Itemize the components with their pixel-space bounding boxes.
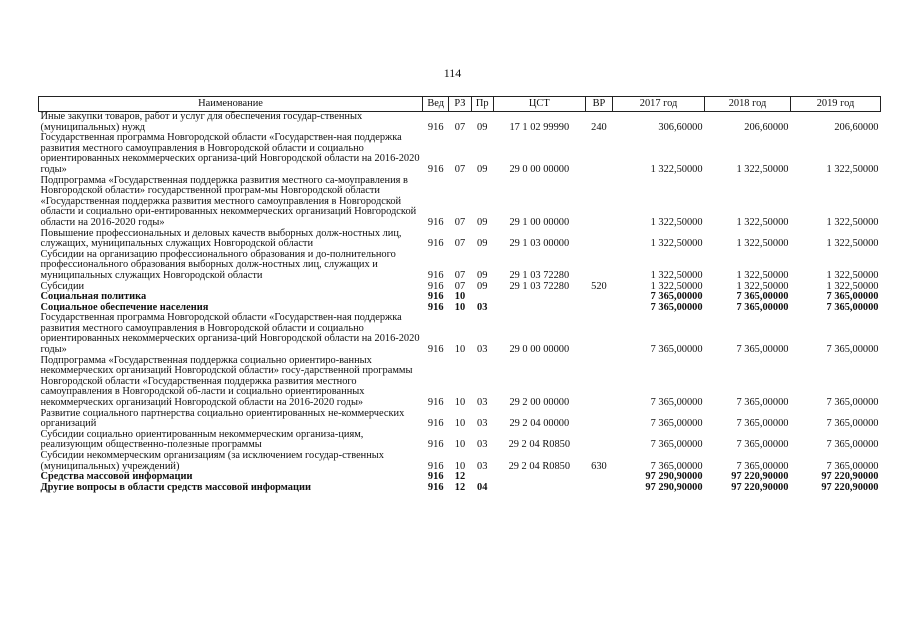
header-ved: Вед [423, 97, 449, 112]
cell-name: Повышение профессиональных и деловых качеств выборных долж-ностных лиц, служащих, муниципальных служащих Новгородской области [40, 227, 402, 250]
cell-pr: 09 [477, 121, 488, 133]
cell-vr: 630 [591, 460, 607, 472]
page-number: 114 [443, 66, 462, 80]
table-row [39, 229, 881, 250]
cell-ved: 916 [427, 439, 444, 451]
cell-rz: 10 [454, 301, 466, 313]
table-row [39, 313, 881, 355]
header-rz: РЗ [449, 97, 471, 112]
cell-2018: 1 322,50000 [736, 216, 789, 228]
cell-2018: 7 365,00000 [736, 439, 789, 451]
cell-cst: 29 1 03 72280 [509, 269, 570, 281]
cell-2017: 7 365,00000 [650, 460, 703, 472]
cell-2018: 206,60000 [744, 121, 789, 133]
cell-vr [585, 303, 612, 314]
cell-2017: 7 365,00000 [650, 344, 703, 356]
cell-pr: 09 [477, 269, 488, 281]
header-2019: 2019 год [790, 97, 880, 112]
cell-name: Социальное обеспечение населения [40, 301, 209, 313]
header-2018: 2018 год [705, 97, 791, 112]
cell-cst: 29 1 00 00000 [509, 216, 570, 228]
cell-2017: 97 290,90000 [645, 471, 703, 483]
cell-pr: 03 [477, 301, 488, 313]
cell-cst: 29 1 03 72280 [509, 280, 570, 292]
cell-cst: 17 1 02 99990 [509, 121, 570, 133]
cell-ved: 916 [427, 280, 444, 292]
cell-2017: 7 365,00000 [650, 439, 703, 451]
cell-2018: 1 322,50000 [736, 269, 789, 281]
cell-pr: 09 [477, 280, 488, 292]
cell-2017: 1 322,50000 [650, 216, 703, 228]
cell-ved: 916 [427, 301, 444, 313]
cell-name: Субсидии [40, 280, 85, 292]
cell-2017: 1 322,50000 [650, 269, 703, 281]
cell-2018: 1 322,50000 [736, 163, 789, 175]
cell-name: Субсидии на организацию профессионального образования и до-полнительного профессионального образования выборных долж-ностных лиц, служащих и муниципальных служащих Новгородской области [40, 248, 396, 281]
header-2017: 2017 год [613, 97, 705, 112]
cell-ved: 916 [427, 238, 444, 250]
cell-2017: 97 290,90000 [645, 481, 703, 493]
cell-vr [585, 356, 612, 409]
cell-2019: 1 322,50000 [826, 238, 879, 250]
cell-ved: 916 [427, 460, 444, 472]
cell-name: Подпрограмма «Государственная поддержка социально ориентиро-ванных некоммерческих организаций Новгородской области» госу-дарственной программы Новгородской области «Государственная поддержка развития местного самоуправления в Новгородской об-ласти и социально ориентированных некоммерческих организаций Новгородской области на 2016-2020 годы» [40, 354, 413, 409]
header-cst: ЦСТ [493, 97, 585, 112]
cell-cst: 29 2 00 00000 [509, 397, 570, 409]
header-pr: Пр [471, 97, 493, 112]
cell-name: Средства массовой информации [40, 471, 193, 483]
cell-2017: 7 365,00000 [650, 291, 703, 303]
table-body [39, 112, 881, 494]
cell-cst [493, 472, 585, 483]
cell-2019: 7 365,00000 [826, 460, 879, 472]
table-header-row [39, 97, 881, 112]
cell-2017: 306,60000 [658, 121, 703, 133]
cell-2019: 7 365,00000 [826, 397, 879, 409]
cell-vr [585, 176, 612, 229]
cell-pr: 03 [477, 344, 488, 356]
cell-2019: 1 322,50000 [826, 280, 879, 292]
cell-ved: 916 [427, 418, 444, 430]
cell-2018: 1 322,50000 [736, 280, 789, 292]
cell-pr: 04 [477, 481, 488, 493]
cell-2018: 7 365,00000 [736, 460, 789, 472]
cell-name: Подпрограмма «Государственная поддержка развития местного са-моуправления в Новгородской области» государственной програм-мы Новгородской области «Государственная поддержка развития местного самоуправления в Новгородской области и социально ори-ентированных некоммерческих организаций Новгородской области на 2016-2020 годы» [40, 174, 417, 228]
cell-vr [585, 133, 612, 175]
header-name: Наименование [39, 97, 423, 112]
cell-2019: 7 365,00000 [826, 291, 879, 303]
cell-2019: 206,60000 [834, 121, 879, 133]
cell-2017: 1 322,50000 [650, 280, 703, 292]
cell-2018: 1 322,50000 [736, 238, 789, 250]
cell-rz: 10 [454, 418, 466, 430]
cell-ved: 916 [427, 291, 444, 303]
cell-2019: 1 322,50000 [826, 163, 879, 175]
table-row [39, 176, 881, 229]
cell-rz: 07 [454, 269, 466, 281]
cell-pr: 03 [477, 418, 488, 430]
cell-cst: 29 0 00 00000 [509, 344, 570, 356]
cell-ved: 916 [427, 163, 444, 175]
cell-cst [493, 303, 585, 314]
cell-cst [493, 483, 585, 494]
cell-vr [585, 430, 612, 451]
cell-rz: 10 [454, 344, 466, 356]
cell-cst: 29 0 00 00000 [509, 163, 570, 175]
cell-2017: 7 365,00000 [650, 301, 703, 313]
cell-name: Развитие социального партнерства социально ориентированных не-коммерческих организаций [40, 407, 405, 430]
table-row [39, 356, 881, 409]
cell-ved: 916 [427, 481, 444, 493]
cell-rz: 07 [454, 121, 466, 133]
cell-2019: 7 365,00000 [826, 301, 879, 313]
cell-rz: 07 [454, 216, 466, 228]
cell-pr: 09 [477, 216, 488, 228]
cell-2019: 97 220,90000 [821, 481, 879, 493]
table-row [39, 133, 881, 175]
cell-rz: 07 [454, 280, 466, 292]
cell-name: Иные закупки товаров, работ и услуг для обеспечения государ-ственных (муниципальных) нужд [40, 111, 363, 133]
table-row [39, 430, 881, 451]
cell-2018: 7 365,00000 [736, 418, 789, 430]
cell-name: Другие вопросы в области средств массовой информации [40, 481, 311, 493]
cell-pr: 03 [477, 460, 488, 472]
cell-rz: 07 [454, 163, 466, 175]
table-row [39, 112, 881, 134]
cell-name: Социальная политика [40, 291, 147, 303]
cell-ved: 916 [427, 471, 444, 483]
cell-2017: 1 322,50000 [650, 238, 703, 250]
cell-2019: 7 365,00000 [826, 344, 879, 356]
cell-rz: 10 [454, 439, 466, 451]
cell-rz: 10 [454, 397, 466, 409]
cell-vr [585, 483, 612, 494]
cell-2017: 7 365,00000 [650, 418, 703, 430]
cell-vr [585, 229, 612, 250]
cell-vr: 240 [591, 121, 607, 133]
cell-pr: 09 [477, 238, 488, 250]
cell-2017: 1 322,50000 [650, 163, 703, 175]
cell-pr: 03 [477, 439, 488, 451]
budget-table [38, 96, 881, 493]
cell-ved: 916 [427, 269, 444, 281]
table-row [39, 250, 881, 282]
cell-2019: 7 365,00000 [826, 439, 879, 451]
cell-2018: 97 220,90000 [731, 481, 789, 493]
cell-vr [585, 409, 612, 430]
cell-name: Государственная программа Новгородской области «Государствен-ная поддержка развития местного самоуправления в Новгородской области и социально ориентированных некоммерческих организа-ций Новгородской области на 2016-2020 годы» [40, 312, 420, 356]
cell-2019: 1 322,50000 [826, 269, 879, 281]
cell-vr [585, 313, 612, 355]
table-row [39, 483, 881, 494]
cell-2018: 7 365,00000 [736, 344, 789, 356]
cell-ved: 916 [427, 121, 444, 133]
cell-rz: 12 [454, 471, 466, 483]
cell-rz: 07 [454, 238, 466, 250]
header-vr: ВР [585, 97, 612, 112]
cell-name: Субсидии социально ориентированным некоммерческим организа-циям, реализующим общественно-полезные программы [40, 428, 364, 451]
cell-name: Государственная программа Новгородской области «Государствен-ная поддержка развития местного самоуправления в Новгородской области и социально ориентированных некоммерческих организа-ций Новгородской области на 2016-2020 годы» [40, 132, 420, 175]
cell-vr [585, 472, 612, 483]
cell-cst: 29 2 04 R0850 [508, 460, 571, 472]
cell-pr: 03 [477, 397, 488, 409]
table-row [39, 409, 881, 430]
cell-2017: 7 365,00000 [650, 397, 703, 409]
cell-cst [493, 292, 585, 303]
cell-cst: 29 2 04 00000 [509, 418, 570, 430]
cell-cst: 29 2 04 R0850 [508, 439, 571, 451]
cell-2019: 1 322,50000 [826, 216, 879, 228]
cell-ved: 916 [427, 397, 444, 409]
cell-rz: 10 [454, 291, 466, 303]
cell-cst: 29 1 03 00000 [509, 238, 570, 250]
cell-2018: 7 365,00000 [736, 397, 789, 409]
cell-rz: 10 [454, 460, 466, 472]
cell-vr: 520 [591, 280, 607, 292]
cell-2018: 7 365,00000 [736, 301, 789, 313]
cell-2018: 97 220,90000 [731, 471, 789, 483]
table-row [39, 451, 881, 472]
cell-name: Субсидии некоммерческим организациям (за исключением государ-ственных (муниципальных) учреждений) [40, 450, 384, 472]
cell-ved: 916 [427, 344, 444, 356]
cell-pr: 09 [477, 163, 488, 175]
cell-2019: 97 220,90000 [821, 471, 879, 483]
cell-vr [585, 250, 612, 282]
cell-rz: 12 [454, 481, 466, 493]
cell-ved: 916 [427, 216, 444, 228]
cell-vr [585, 292, 612, 303]
cell-2019: 7 365,00000 [826, 418, 879, 430]
cell-2018: 7 365,00000 [736, 291, 789, 303]
